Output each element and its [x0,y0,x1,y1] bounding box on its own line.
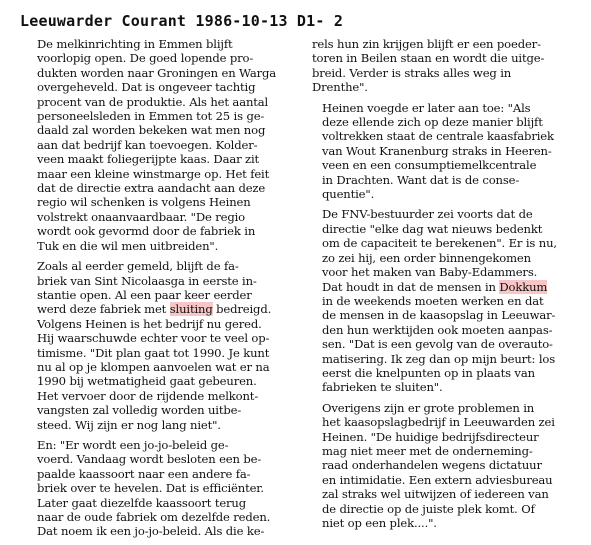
paragraph [312,101,582,202]
text-line: steed. Wij zijn er nog lang niet". [37,417,221,432]
text-line: Heinen voegde er later aan toe: "Als [322,100,531,115]
left-column [27,37,301,545]
text-line: Overigens zijn er grote problemen in [322,400,535,415]
paragraph [27,37,301,253]
text-line: volstrekt onaanvaardbaar. "De regio [37,209,246,224]
paragraph [312,37,582,95]
text-line: aan dat bedrijf kan toevoegen. Kolder- [37,137,258,152]
text-line: nu al op je klompen aanvoelen wat er na [37,359,270,374]
text-line: Dat houdt in dat de mensen in Dokkum [322,279,548,294]
text-line: briek van Sint Nicolaasga in eerste in- [37,273,257,288]
text-line: dat de directie extra aandacht aan deze [37,181,266,196]
text-line: directie "elke dag wat nieuws bedenkt [322,221,543,236]
text-line: Later gaat diezelfde kaassoort terug [37,495,247,510]
text-line: mag niet meer met de onderneming- [322,443,533,458]
text-line: rels hun zin krijgen blijft er een poeder- [312,37,541,51]
text-line: Hij waarschuwde echter voor te veel op- [37,331,270,346]
highlighted-word: Dokkum [499,279,548,294]
text-line: in Drachten. Want dat is de conse- [322,172,520,187]
text-line: den hun werktijden ook moeten aanpas- [322,322,553,337]
text-line: paalde kaassoort naar een andere fa- [37,466,251,481]
text-line: zal straks wel uitwijzen of iedereen van [322,487,549,502]
text-line: voor het maken van Baby-Edammers. [322,265,538,280]
text-line: dukten worden naar Groningen en Warga [37,65,277,80]
text-line: Volgens Heinen is het bedrijf nu gered. [37,316,262,331]
text-line: van Wout Kranenburg straks in Heeren- [322,143,552,158]
text-line: voerd. Vandaag wordt besloten een be- [37,452,262,467]
highlighted-word: sluiting [169,302,213,317]
text-line: wordt ook gevormd door de fabriek in [37,224,256,239]
text-line: De FNV-bestuurder zei voorts dat de [322,207,533,222]
text-line: Heinen. "De huidige bedrijfsdirecteur [322,429,539,444]
text-line: stantie open. Al een paar keer eerder [37,287,252,302]
text-line: 1990 bij wetmatigheid gaat gebeuren. [37,374,257,389]
text-line: toren in Beilen staan en wordt die uitge- [312,51,545,66]
text-line: de mensen in de kaasopslag in Leeuwar- [322,308,556,323]
text-line: en intimidatie. Een extern adviesbureau [322,472,553,487]
text-line: werd deze fabriek met sluiting bedreigd. [37,302,272,317]
text-line: raad onderhandelen wegens dictatuur [322,458,542,473]
right-column [312,37,582,536]
text-line: Zoals al eerder gemeld, blijft de fa- [37,259,239,274]
text-line: deze ellende zich op deze manier blijft [322,115,543,130]
text-line: Het vervoer door de rijdende melkont- [37,388,259,403]
text-line: overgeheveld. Dat is ongeveer tachtig [37,80,256,95]
text-line: naar de oude fabriek om dezelfde reden. [37,510,271,524]
paragraph [312,401,582,531]
text-line: het kaasopslagbedrijf in Leeuwarden zei [322,415,555,430]
text-line: daald zal worden bekeken wat men nog [37,123,266,138]
text-line: sen. "Dat is een gevolg van de overauto- [322,337,553,352]
text-line: procent van de produktie. Als het aantal [37,94,269,109]
text-line: breid. Verder is straks alles weg in [312,65,512,80]
text-line: Drenthe". [312,80,368,95]
text-line: de directie op de juiste plek komt. Of [322,501,535,516]
text-line: om de capaciteit te berekenen". Er is nu, [322,236,557,251]
text-line: De melkinrichting in Emmen blijft [37,37,233,51]
text-line: fabrieken te sluiten". [322,380,443,395]
text-line: timisme. "Dit plan gaat tot 1990. Je kunt [37,345,270,360]
text-line: briek over te hevelen. Dat is efficiënter. [37,481,264,496]
text-line: zo zei hij, een order binnengekomen [322,250,531,265]
text-line: regio wil schenken is volgens Heinen [37,195,251,210]
paragraph [27,259,301,432]
text-line: voltrekken staat de centrale kaasfabriek [322,129,554,144]
text-line: matisering. Ik zeg dan op mijn beurt: los [322,351,556,366]
paragraph [312,207,582,394]
text-line: eerst die knelpunten op in plaats van [322,365,535,380]
text-line: Dat noem ik een jo-jo-beleid. Als die ke- [37,524,265,539]
text-line: Tuk en die wil men uitbreiden". [37,238,219,253]
text-line: personeelsleden in Emmen tot 25 is ge- [37,109,265,124]
text-line: niet op een plek....". [322,516,437,530]
text-line: veen en een consumptiemelkcentrale [322,158,537,173]
clipping-header: Leeuwarder Courant 1986-10-13 D1- 2 [20,12,344,30]
text-line: veen maakt foliegerijpte kaas. Daar zit [37,152,260,167]
text-line: in de weekends moeten werken en dat [322,293,544,308]
text-line: voorlopig open. De goed lopende pro- [37,51,254,66]
paragraph [27,438,301,539]
text-line: vangsten zal volledig worden uitbe- [37,403,242,418]
text-line: quentie". [322,187,375,202]
text-line: maar een kleine winstmarge op. Het feit [37,166,270,181]
text-line: En: "Er wordt een jo-jo-beleid ge- [37,437,229,452]
